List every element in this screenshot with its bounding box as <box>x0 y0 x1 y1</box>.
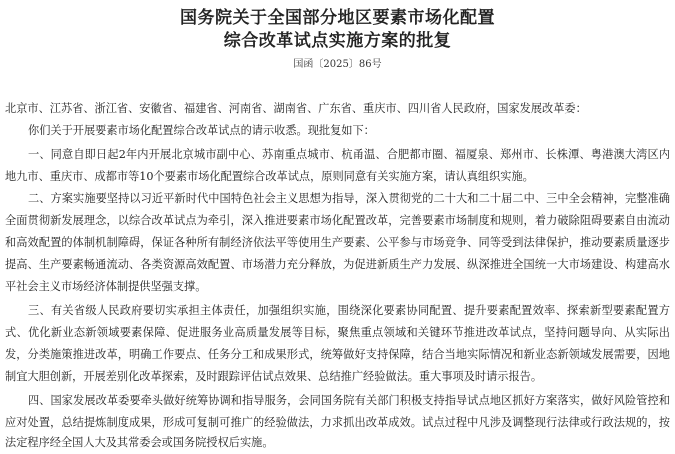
addressee-line: 北京市、江苏省、浙江省、安徽省、福建省、河南省、湖南省、广东省、重庆市、四川省人民政府，国家发展改革委： <box>5 102 587 115</box>
paragraph-4-line: 四、国家发展改革委要牵头做好统筹协调和指导服务，会同国务院有关部门积极支持指导试点地区抓好方案落实，做好风险管控和 <box>28 394 670 407</box>
paragraph-2-line: 全面贯彻新发展理念，以综合改革试点为牵引，深入推进要素市场化配置改革，完善要素市场制度和规则，着力破除阻碍要素自由流动 <box>5 214 670 227</box>
paragraph-3-line: 式、优化新业态新领域要素保障、促进服务业高质量发展等目标，聚焦重点领域和关键环节推进改革试点，坚持问题导向、从实际出 <box>5 326 670 339</box>
paragraph-2-line: 提高、生产要素畅通流动、各类资源高效配置、市场潜力充分释放，为促进新质生产力发展、纵深推进全国统一大市场建设、构建高水 <box>5 258 670 271</box>
paragraph-4-line: 法定程序经全国人大及其常委会或国务院授权后实施。 <box>5 436 274 449</box>
document-title-line1: 国务院关于全国部分地区要素市场化配置 <box>180 8 495 28</box>
paragraph-3-line: 发，分类施策推进改革，明确工作要点、任务分工和成果形式，统筹做好支持保障，结合当地实际情况和新业态新领域发展需要，因地 <box>5 348 670 361</box>
document-number: 国函〔2025〕86号 <box>293 59 382 70</box>
paragraph-2-line: 平社会主义市场经济体制提供坚强支撑。 <box>5 280 207 293</box>
paragraph-4-line: 应对处置，总结提炼制度成果，形成可复制可推广的经验做法，力求抓出改革成效。试点过程中凡涉及调整现行法律或行政法规的，按 <box>5 416 670 429</box>
document-title-line2: 综合改革试点实施方案的批复 <box>223 31 452 51</box>
paragraph-3-line: 三、有关省级人民政府要切实承担主体责任，加强组织实施，围绕深化要素协同配置、提升要素配置效率、探索新型要素配置方 <box>28 304 670 317</box>
paragraph-2-line: 二、方案实施要坚持以习近平新时代中国特色社会主义思想为指导，深入贯彻党的二十大和二十届二中、三中全会精神，完整准确 <box>28 192 670 205</box>
paragraph-2-line: 和高效配置的体制机制障碍，保证各种所有制经济依法平等使用生产要素、公平参与市场竞争、同等受到法律保护，推动要素质量逐步 <box>5 236 670 249</box>
paragraph-1-line: 地九市、重庆市、成都市等10个要素市场化配置综合改革试点，原则同意有关实施方案，请认真组织实施。 <box>5 170 534 183</box>
greeting-line: 你们关于开展要素市场化配置综合改革试点的请示收悉。现批复如下： <box>28 124 375 137</box>
paragraph-3-line: 制宜大胆创新，开展差别化改革探索，及时跟踪评估试点效果、总结推广经验做法。重大事项及时请示报告。 <box>5 370 543 383</box>
paragraph-1-line: 一、同意自即日起2年内开展北京城市副中心、苏南重点城市、杭甬温、合肥都市圈、福厦泉、郑州市、长株潭、粤港澳大湾区内 <box>28 148 670 161</box>
